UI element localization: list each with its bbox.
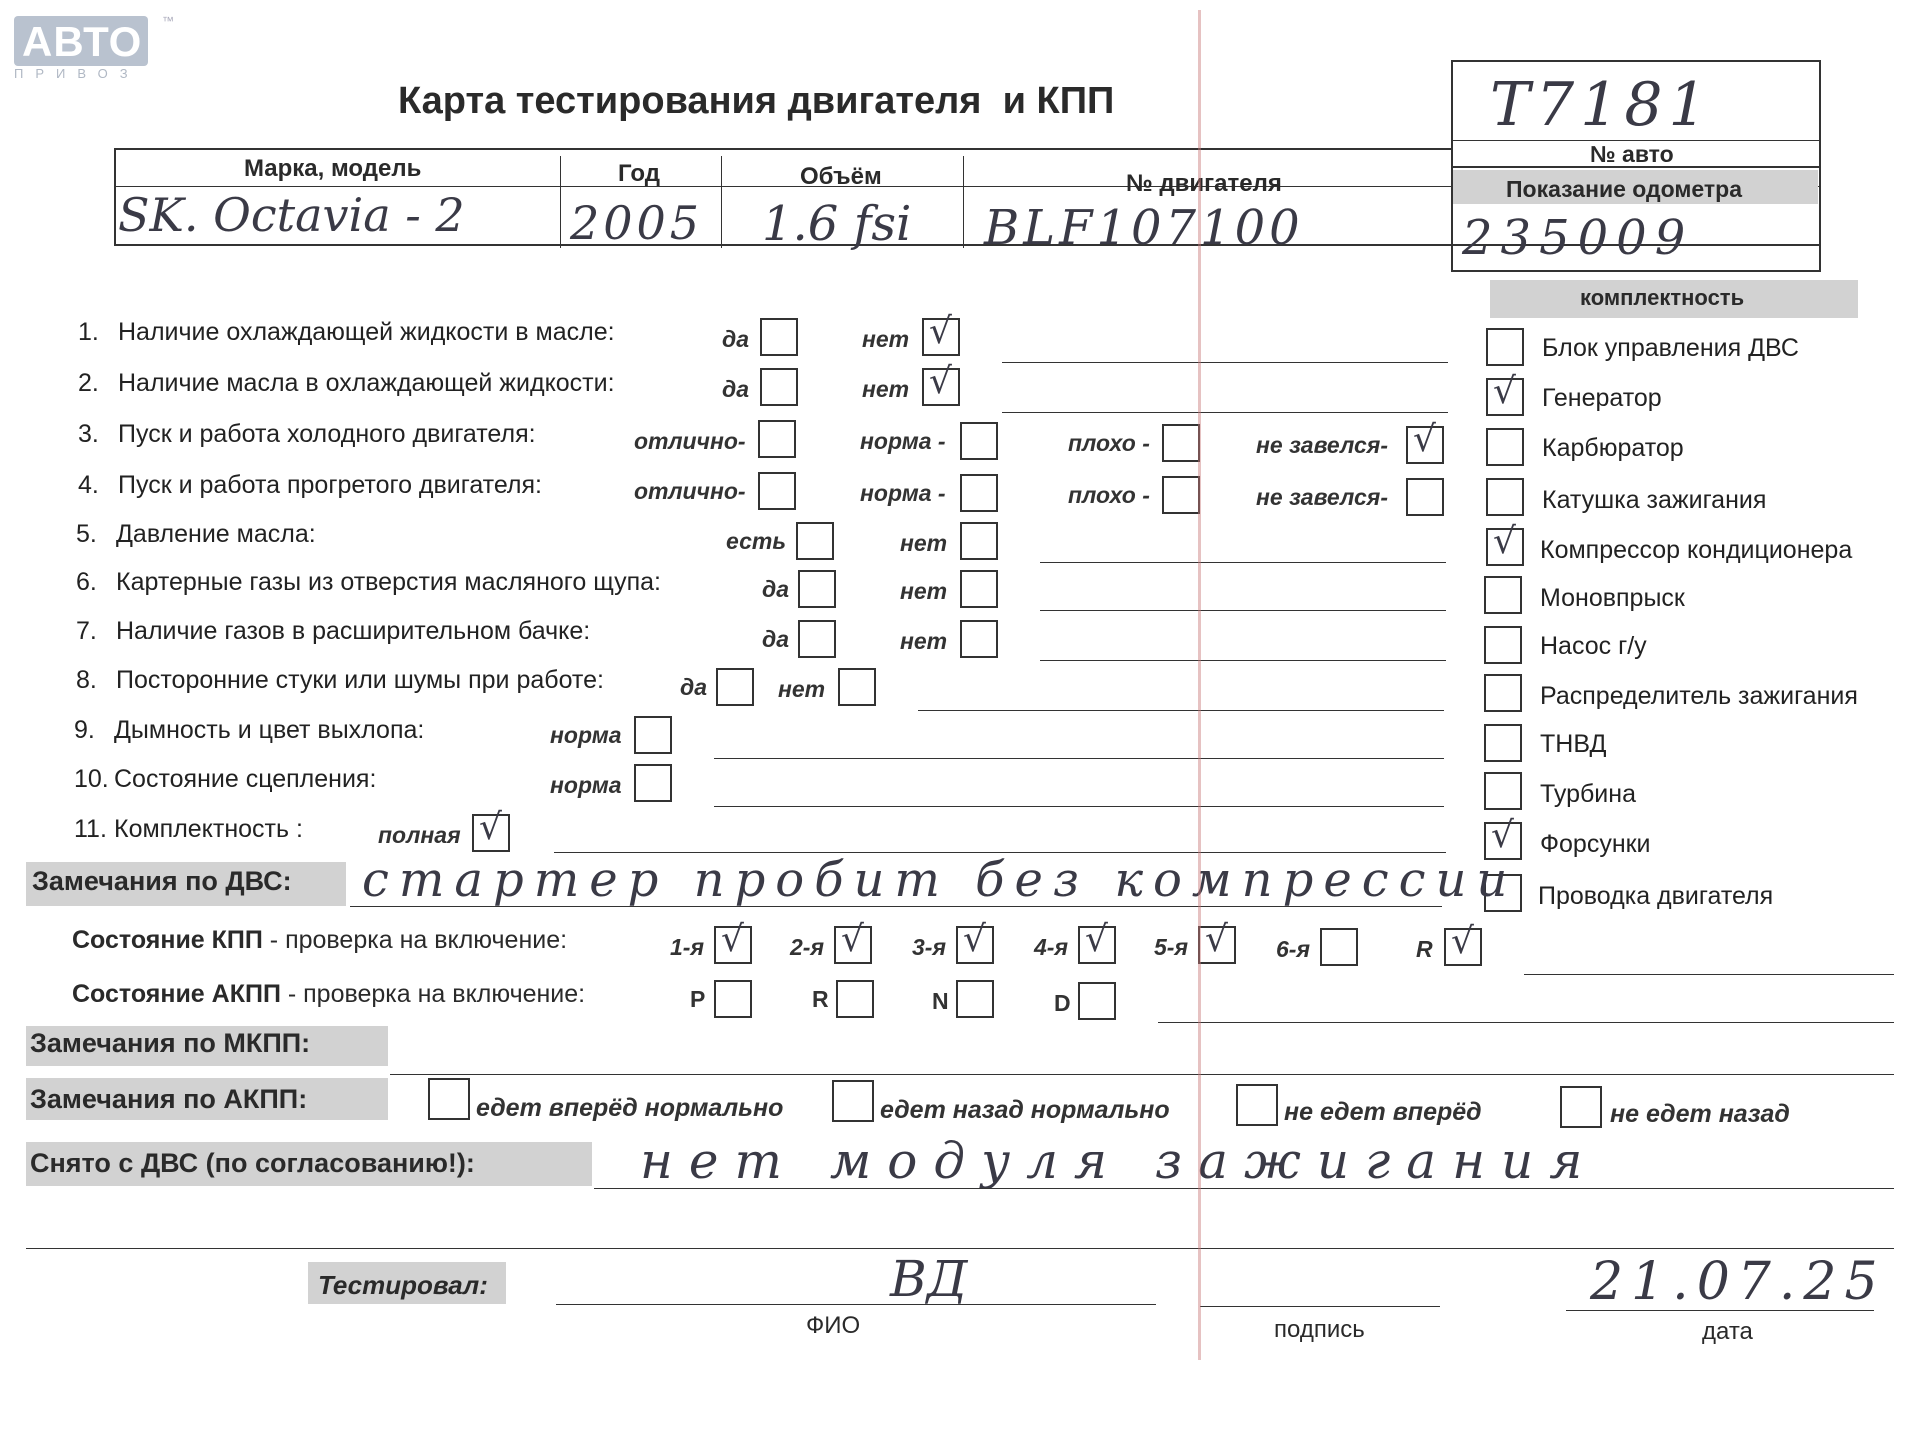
comp-mono-injection-label: Моновпрыск <box>1540 584 1685 612</box>
date-label: дата <box>1702 1318 1753 1345</box>
comp-injectors-label: Форсунки <box>1540 830 1651 858</box>
akpp-r-checkbox[interactable] <box>836 980 874 1018</box>
q10-normal-checkbox[interactable] <box>634 764 672 802</box>
q11-full-checkbox[interactable] <box>472 807 510 852</box>
removed-label: Снято с ДВС (по согласованию!): <box>30 1148 475 1178</box>
akpp-no-back-label: не едет назад <box>1610 1100 1790 1128</box>
q1-notes-line <box>1002 362 1448 363</box>
akpp-notes-line <box>1158 1022 1894 1023</box>
akpp-label: Состояние АКПП <box>72 980 281 1008</box>
q3-opt-bad: плохо - <box>1068 430 1150 456</box>
check-mark: √ <box>1493 371 1516 412</box>
comp-injection-pump-label: ТНВД <box>1540 730 1607 758</box>
kpp-notes-line <box>1524 974 1894 975</box>
q7-opt-yes: да <box>762 626 790 652</box>
date-line <box>1566 1310 1874 1311</box>
q2-notes-line <box>1002 412 1448 413</box>
kpp-gear-4-label: 4-я <box>1034 934 1068 960</box>
q8-opt-no: нет <box>778 676 826 702</box>
q4-excellent-checkbox[interactable] <box>758 472 796 510</box>
kpp-title <box>72 926 567 955</box>
engine-notes-value: стартер пробит без компрессии <box>362 852 1518 908</box>
year-value: 2005 <box>570 196 704 250</box>
kpp-gear-5-checkbox[interactable] <box>1198 919 1236 964</box>
q10-text: Состояние сцепления: <box>114 765 377 793</box>
q10-number: 10. <box>74 765 109 793</box>
check-mark: √ <box>479 807 502 848</box>
completeness-title: комплектность <box>1580 285 1745 310</box>
q6-number: 6. <box>76 568 97 596</box>
akpp-d-checkbox[interactable] <box>1078 982 1116 1020</box>
kpp-gear-3-label: 3-я <box>912 934 946 960</box>
comp-ecu-checkbox[interactable] <box>1486 328 1524 366</box>
comp-carburetor-checkbox[interactable] <box>1486 428 1524 466</box>
q2-opt-yes: да <box>722 376 750 402</box>
q8-text: Посторонние стуки или шумы при работе: <box>116 666 604 694</box>
q7-notes-line <box>1040 660 1446 661</box>
kpp-gear-1-checkbox[interactable] <box>714 919 752 964</box>
q8-opt-yes: да <box>680 674 708 700</box>
check-mark: √ <box>1085 919 1108 960</box>
comp-generator-checkbox[interactable] <box>1486 371 1524 416</box>
akpp-p-label: P <box>690 986 706 1012</box>
q5-notes-line <box>1040 562 1446 563</box>
check-mark: √ <box>1493 521 1516 562</box>
kpp-gear-3-checkbox[interactable] <box>956 919 994 964</box>
fold-line <box>1198 10 1201 1360</box>
check-mark: √ <box>841 919 864 960</box>
q11-text: Комплектность : <box>114 815 303 843</box>
kpp-gear-r-checkbox[interactable] <box>1444 921 1482 966</box>
comp-distributor-checkbox[interactable] <box>1484 674 1522 712</box>
comp-ignition-coil-label: Катушка зажигания <box>1542 486 1767 514</box>
comp-generator-label: Генератор <box>1542 384 1662 412</box>
mkpp-notes-line <box>390 1074 1894 1075</box>
q7-opt-no: нет <box>900 628 948 654</box>
q4-opt-bad: плохо - <box>1068 482 1150 508</box>
odometer-value: 235009 <box>1462 210 1694 266</box>
q10-opt-normal: норма <box>550 772 622 798</box>
col-volume: Объём <box>800 163 882 190</box>
q8-number: 8. <box>76 666 97 694</box>
akpp-d-label: D <box>1054 990 1071 1016</box>
q5-number: 5. <box>76 520 97 548</box>
comp-ac-compressor-label: Компрессор кондиционера <box>1540 536 1853 564</box>
comp-turbine-label: Турбина <box>1540 780 1636 808</box>
kpp-gear-1-label: 1-я <box>670 934 704 960</box>
q3-no-start-checkbox[interactable] <box>1406 419 1444 464</box>
kpp-suffix: - проверка на включение: <box>262 926 568 954</box>
logo <box>14 14 174 66</box>
q7-yes-checkbox[interactable] <box>798 620 836 658</box>
q4-bad-checkbox[interactable] <box>1162 476 1200 514</box>
q4-text: Пуск и работа прогретого двигателя: <box>118 471 542 499</box>
odometer-label: Показание одометра <box>1506 176 1742 202</box>
q6-notes-line <box>1040 610 1446 611</box>
check-mark: √ <box>1491 815 1514 856</box>
volume-value: 1.6 fsi <box>762 196 912 252</box>
comp-ecu-label: Блок управления ДВС <box>1542 334 1799 362</box>
col-year: Год <box>618 160 660 187</box>
q1-yes-checkbox[interactable] <box>760 318 798 356</box>
q6-no-checkbox[interactable] <box>960 570 998 608</box>
check-mark: √ <box>1451 921 1474 962</box>
q8-yes-checkbox[interactable] <box>716 668 754 706</box>
logo-subtitle: ПРИВОЗ <box>14 66 140 81</box>
fio-value: ВД <box>890 1250 968 1308</box>
car-id-value: T7181 <box>1490 70 1713 140</box>
kpp-gear-2-label: 2-я <box>790 934 824 960</box>
q5-no-checkbox[interactable] <box>960 522 998 560</box>
q2-yes-checkbox[interactable] <box>760 368 798 406</box>
q2-text: Наличие масла в охлаждающей жидкости: <box>118 369 615 397</box>
fio-label: ФИО <box>806 1312 861 1339</box>
engine-notes-line <box>350 906 1442 907</box>
q8-notes-line <box>918 710 1444 711</box>
q9-normal-checkbox[interactable] <box>634 716 672 754</box>
q9-number: 9. <box>74 716 95 744</box>
q5-text: Давление масла: <box>116 520 316 548</box>
q1-opt-no: нет <box>862 326 910 352</box>
akpp-back-ok-checkbox[interactable] <box>832 1080 874 1122</box>
removed-line <box>594 1188 1894 1189</box>
check-mark: √ <box>929 361 952 402</box>
akpp-n-label: N <box>932 988 949 1014</box>
sign-line <box>1200 1306 1440 1307</box>
check-mark: √ <box>721 919 744 960</box>
q6-yes-checkbox[interactable] <box>798 570 836 608</box>
q4-normal-checkbox[interactable] <box>960 474 998 512</box>
q1-number: 1. <box>78 318 99 346</box>
logo-tm: ™ <box>162 14 174 28</box>
car-id-label: № авто <box>1590 141 1674 167</box>
q1-text: Наличие охлаждающей жидкости в масле: <box>118 318 615 346</box>
q7-no-checkbox[interactable] <box>960 620 998 658</box>
q9-text: Дымность и цвет выхлопа: <box>114 716 425 744</box>
q5-opt-no: нет <box>900 530 948 556</box>
page-title: Карта тестирования двигателя и КПП <box>398 80 1115 122</box>
q11-opt-full: полная <box>378 822 461 848</box>
check-mark: √ <box>1413 419 1436 460</box>
comp-ac-compressor-checkbox[interactable] <box>1486 521 1524 566</box>
q6-opt-no: нет <box>900 578 948 604</box>
kpp-gear-6-label: 6-я <box>1276 936 1310 962</box>
q2-opt-no: нет <box>862 376 910 402</box>
q2-number: 2. <box>78 369 99 397</box>
q4-opt-normal: норма - <box>860 480 946 506</box>
fio-line <box>556 1304 1156 1305</box>
q5-yes-checkbox[interactable] <box>796 522 834 560</box>
akpp-suffix: - проверка на включение: <box>280 980 586 1008</box>
kpp-gear-r-label: R <box>1416 936 1433 962</box>
brand-model-value: SK. Octavia - 2 <box>118 188 465 242</box>
kpp-label: Состояние КПП <box>72 926 263 954</box>
q4-opt-excellent: отлично- <box>634 478 746 504</box>
q7-number: 7. <box>76 617 97 645</box>
kpp-gear-5-label: 5-я <box>1154 934 1188 960</box>
akpp-fwd-ok-checkbox[interactable] <box>428 1078 470 1120</box>
comp-ps-pump-checkbox[interactable] <box>1484 626 1522 664</box>
q9-notes-line <box>714 758 1444 759</box>
q4-opt-no-start: не завелся- <box>1256 484 1388 510</box>
q4-no-start-checkbox[interactable] <box>1406 478 1444 516</box>
mkpp-notes-label: Замечания по МКПП: <box>30 1028 311 1058</box>
akpp-n-checkbox[interactable] <box>956 980 994 1018</box>
akpp-r-label: R <box>812 986 829 1012</box>
comp-wiring-label: Проводка двигателя <box>1538 882 1774 910</box>
kpp-gear-6-checkbox[interactable] <box>1320 928 1358 966</box>
engine-notes-label: Замечания по ДВС: <box>32 866 292 896</box>
q3-text: Пуск и работа холодного двигателя: <box>118 420 536 448</box>
q1-no-checkbox[interactable] <box>922 311 960 356</box>
comp-injection-pump-checkbox[interactable] <box>1484 724 1522 762</box>
comp-ignition-coil-checkbox[interactable] <box>1486 478 1524 516</box>
akpp-back-ok-label: едет назад нормально <box>880 1096 1170 1124</box>
kpp-gear-4-checkbox[interactable] <box>1078 919 1116 964</box>
date-value: 21.07.25 <box>1590 1252 1886 1312</box>
akpp-title <box>72 980 585 1009</box>
col-brand-model: Марка, модель <box>244 155 422 182</box>
q11-number: 11. <box>74 815 107 843</box>
q3-number: 3. <box>78 420 99 448</box>
akpp-no-back-checkbox[interactable] <box>1560 1086 1602 1128</box>
q10-notes-line <box>714 806 1444 807</box>
q4-number: 4. <box>78 471 99 499</box>
q6-text: Картерные газы из отверстия масляного щупа: <box>116 568 661 596</box>
engine-no-value: BLF107100 <box>984 200 1304 256</box>
q3-normal-checkbox[interactable] <box>960 422 998 460</box>
check-mark: √ <box>1205 919 1228 960</box>
tested-label: Тестировал: <box>318 1270 488 1300</box>
q5-opt-yes: есть <box>726 528 786 554</box>
akpp-no-fwd-label: не едет вперёд <box>1284 1098 1482 1126</box>
akpp-fwd-ok-label: едет вперёд нормально <box>476 1094 784 1122</box>
sign-label: подпись <box>1274 1316 1365 1343</box>
q3-opt-no-start: не завелся- <box>1256 432 1388 458</box>
akpp-no-fwd-checkbox[interactable] <box>1236 1084 1278 1126</box>
q6-opt-yes: да <box>762 576 790 602</box>
extra-line <box>26 1248 1894 1249</box>
q7-text: Наличие газов в расширительном бачке: <box>116 617 591 645</box>
akpp-notes-label: Замечания по АКПП: <box>30 1084 308 1114</box>
q8-no-checkbox[interactable] <box>838 668 876 706</box>
check-mark: √ <box>963 919 986 960</box>
comp-ps-pump-label: Насос г/у <box>1540 632 1647 660</box>
q9-opt-normal: норма <box>550 722 622 748</box>
q3-opt-excellent: отлично- <box>634 428 746 454</box>
comp-carburetor-label: Карбюратор <box>1542 434 1684 462</box>
comp-turbine-checkbox[interactable] <box>1484 772 1522 810</box>
removed-value: нет модуля зажигания <box>640 1132 1599 1190</box>
check-mark: √ <box>929 311 952 352</box>
akpp-p-checkbox[interactable] <box>714 980 752 1018</box>
comp-mono-injection-checkbox[interactable] <box>1484 576 1522 614</box>
kpp-gear-2-checkbox[interactable] <box>834 919 872 964</box>
col-engine-no: № двигателя <box>1126 170 1282 197</box>
q3-bad-checkbox[interactable] <box>1162 424 1200 462</box>
comp-distributor-label: Распределитель зажигания <box>1540 682 1858 710</box>
q3-excellent-checkbox[interactable] <box>758 420 796 458</box>
q2-no-checkbox[interactable] <box>922 361 960 406</box>
q3-opt-normal: норма - <box>860 428 946 454</box>
q1-opt-yes: да <box>722 326 750 352</box>
logo-text: АВТО <box>22 18 143 65</box>
